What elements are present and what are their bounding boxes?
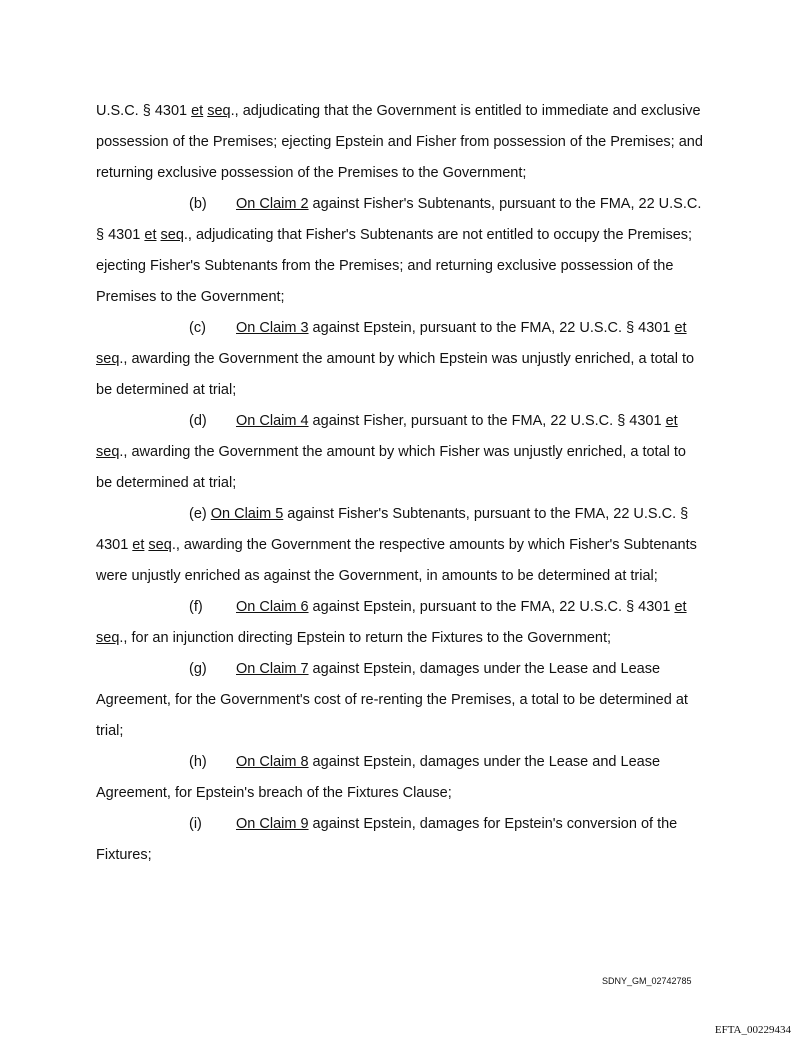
list-item-b: (b) On Claim 2 against Fisher's Subtenants, pursuant to the FMA, 22 U.S.C. § 4301 et seq., adjudicating that Fisher's Subtenants are not entitled to occupy the Premises; ejecting Fisher's Subtenants from the Premises; and returning exclusive possession of the Premises to the Government; [96, 189, 706, 313]
claim-label: On Claim 3 [236, 320, 309, 336]
item-letter: (h) [189, 754, 207, 770]
seq-underlined: seq [207, 103, 231, 119]
bates-number: SDNY_GM_02742785 [602, 976, 692, 986]
et-underlined: et [191, 103, 204, 119]
claim-label: On Claim 2 [236, 196, 309, 212]
list-item-c: (c) On Claim 3 against Epstein, pursuant to the FMA, 22 U.S.C. § 4301 et seq., awarding the Government the amount by which Epstein was unjustly enriched, a total to be determined at trial; [96, 313, 706, 406]
opening-citation-text: U.S.C. § 4301 [96, 103, 192, 119]
claim-label: On Claim 8 [236, 754, 309, 770]
claim-label: On Claim 4 [236, 413, 309, 429]
opening-paragraph [96, 96, 706, 189]
item-letter: (f) [189, 599, 203, 615]
item-letter: (e) [189, 506, 207, 522]
item-letter: (i) [189, 816, 202, 832]
claim-label: On Claim 6 [236, 599, 309, 615]
list-item-i: (i) On Claim 9 against Epstein, damages for Epstein's conversion of the Fixtures; [96, 809, 706, 871]
claim-label: On Claim 7 [236, 661, 309, 677]
list-item-g: (g) On Claim 7 against Epstein, damages under the Lease and Lease Agreement, for the Government's cost of re-renting the Premises, a total to be determined at trial; [96, 654, 706, 747]
list-item-d: (d) On Claim 4 against Fisher, pursuant to the FMA, 22 U.S.C. § 4301 et seq., awarding the Government the amount by which Fisher was unjustly enriched, a total to be determined at trial; [96, 406, 706, 499]
item-letter: (d) [189, 413, 207, 429]
item-letter: (g) [189, 661, 207, 677]
efta-number: EFTA_00229434 [714, 1024, 791, 1036]
list-item-e: (e) On Claim 5 against Fisher's Subtenants, pursuant to the FMA, 22 U.S.C. § 4301 et seq., awarding the Government the respective amounts by which Fisher's Subtenants were unjustly enriched as against the Government, in amounts to be determined at trial; [96, 499, 706, 592]
list-item-f: (f) On Claim 6 against Epstein, pursuant to the FMA, 22 U.S.C. § 4301 et seq., for an injunction directing Epstein to return the Fixtures to the Government; [96, 592, 706, 654]
item-letter: (b) [189, 196, 207, 212]
list-item-h: (h) On Claim 8 against Epstein, damages under the Lease and Lease Agreement, for Epstein's breach of the Fixtures Clause; [96, 747, 706, 809]
claim-label: On Claim 9 [236, 816, 309, 832]
item-letter: (c) [189, 320, 206, 336]
document-body [96, 96, 706, 871]
opening-text: ., adjudicating that the Government is entitled to immediate and exclusive possession of the Premises; ejecting Epstein and Fisher from possession of the Premises; and returning exclusive possession of the Premises to the Government; [96, 103, 703, 181]
claim-label: On Claim 5 [210, 506, 284, 522]
